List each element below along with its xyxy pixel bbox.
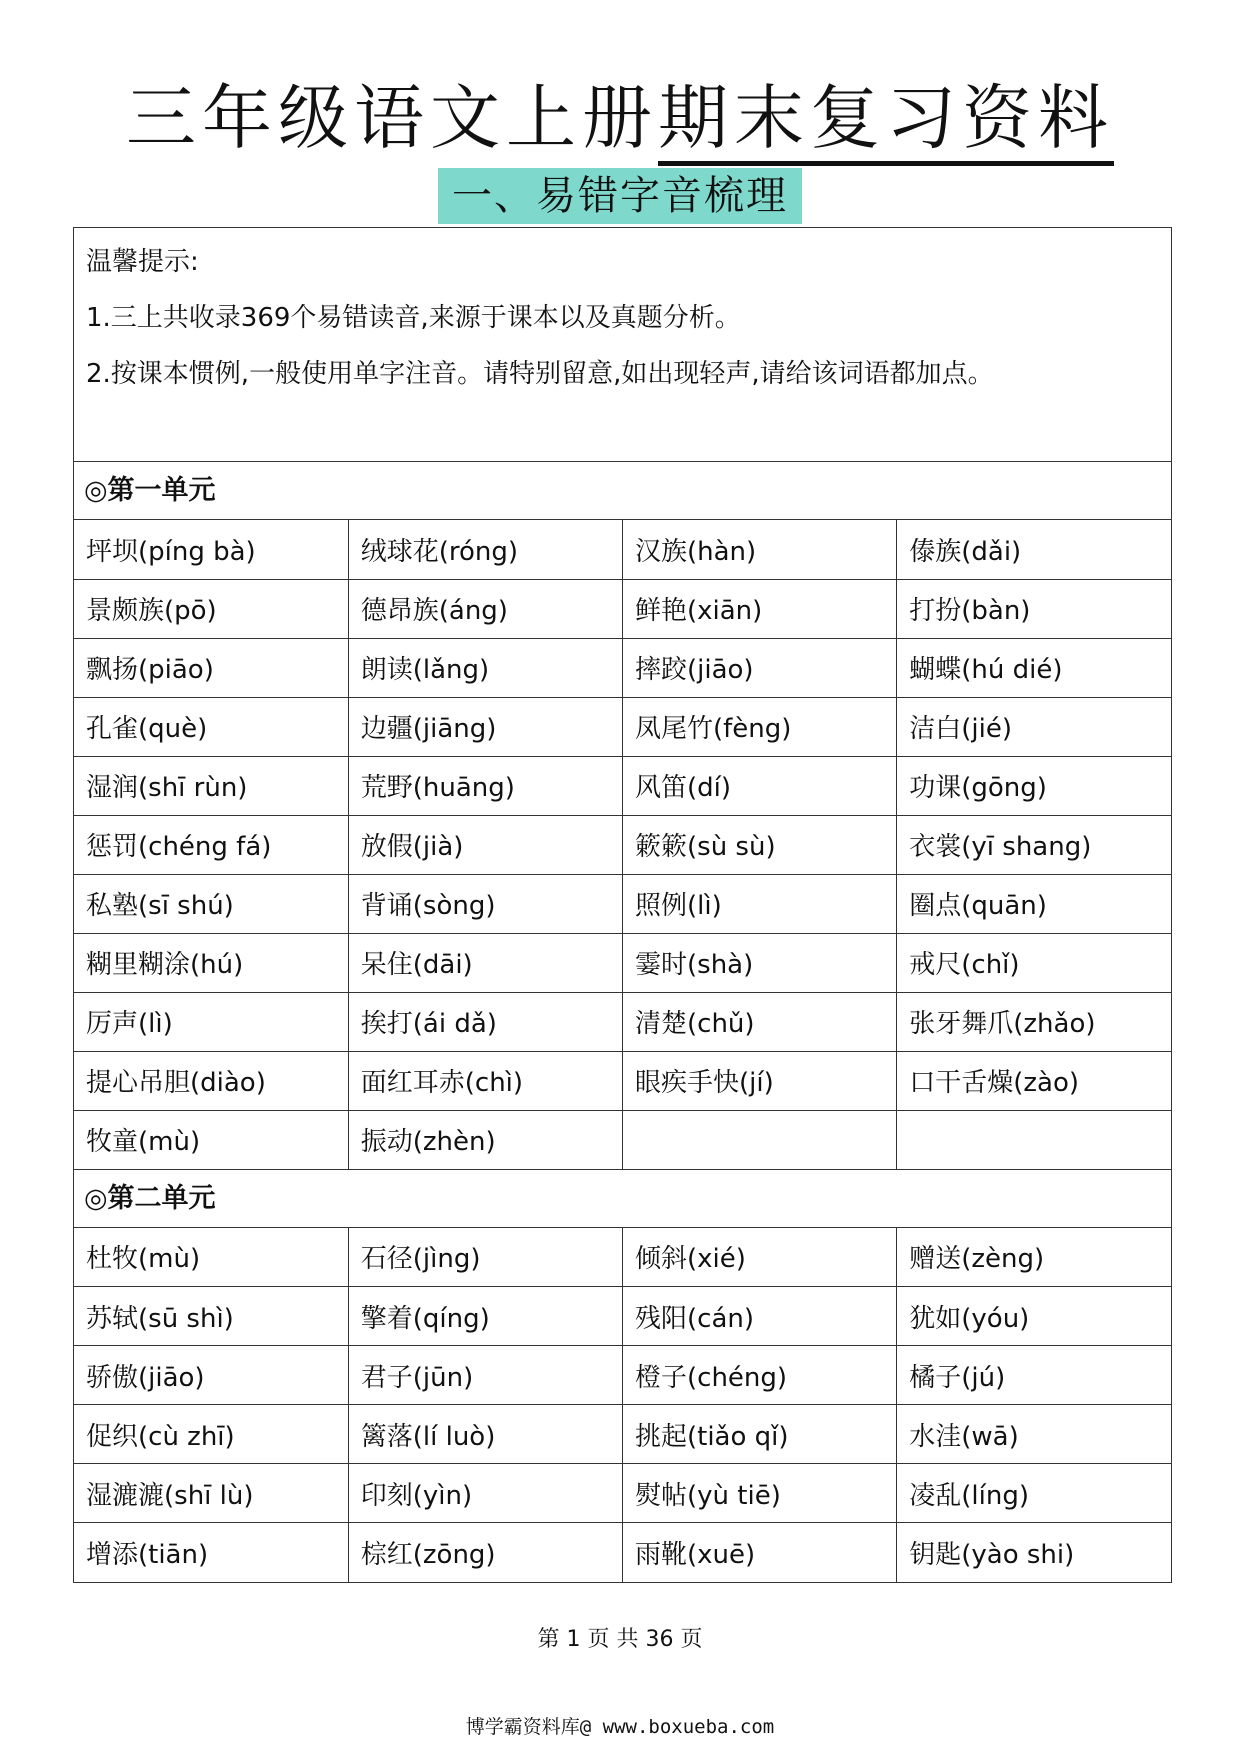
word-cell: 苏轼(sū shì) bbox=[74, 1287, 348, 1346]
word-cell: 惩罚(chéng fá) bbox=[74, 815, 348, 874]
notice-heading: 温馨提示: bbox=[86, 247, 199, 277]
word-cell: 功课(gōng) bbox=[897, 756, 1171, 815]
word-cell: 熨帖(yù tiē) bbox=[623, 1464, 897, 1523]
document-title bbox=[0, 62, 1240, 163]
title-prefix: 三年级语文上册 bbox=[126, 77, 658, 159]
table-row bbox=[74, 1051, 1171, 1110]
word-cell: 橙子(chéng) bbox=[623, 1346, 897, 1405]
word-cell: 衣裳(yī shang) bbox=[897, 815, 1171, 874]
word-cell: 擎着(qíng) bbox=[348, 1287, 622, 1346]
word-cell: 君子(jūn) bbox=[348, 1346, 622, 1405]
word-cell: 飘扬(piāo) bbox=[74, 638, 348, 697]
word-cell: 印刻(yìn) bbox=[348, 1464, 622, 1523]
word-cell: 石径(jìng) bbox=[348, 1228, 622, 1287]
unit-2-word-table bbox=[74, 1228, 1171, 1582]
table-row bbox=[74, 1523, 1171, 1582]
table-row bbox=[74, 1228, 1171, 1287]
word-cell: 橘子(jú) bbox=[897, 1346, 1171, 1405]
word-cell: 私塾(sī shú) bbox=[74, 874, 348, 933]
word-cell: 挨打(ái dǎ) bbox=[348, 992, 622, 1051]
unit-2-heading: ◎第二单元 bbox=[74, 1170, 1171, 1228]
word-cell: 水洼(wā) bbox=[897, 1405, 1171, 1464]
title-underlined: 期末复习资料 bbox=[658, 77, 1114, 166]
word-cell: 棕红(zōng) bbox=[348, 1523, 622, 1582]
word-cell: 背诵(sòng) bbox=[348, 874, 622, 933]
table-row bbox=[74, 1287, 1171, 1346]
word-cell: 放假(jià) bbox=[348, 815, 622, 874]
table-row bbox=[74, 579, 1171, 638]
pronunciation-table bbox=[73, 227, 1172, 1583]
word-cell: 德昂族(áng) bbox=[348, 579, 622, 638]
word-cell: 呆住(dāi) bbox=[348, 933, 622, 992]
table-row bbox=[74, 756, 1171, 815]
table-row bbox=[74, 1464, 1171, 1523]
word-cell: 提心吊胆(diào) bbox=[74, 1051, 348, 1110]
word-cell: 洁白(jié) bbox=[897, 697, 1171, 756]
notice-line-1: 1.三上共收录369个易错读音,来源于课本以及真题分析。 bbox=[86, 303, 741, 333]
word-cell: 湿润(shī rùn) bbox=[74, 756, 348, 815]
table-row bbox=[74, 1346, 1171, 1405]
word-cell: 残阳(cán) bbox=[623, 1287, 897, 1346]
word-cell: 景颇族(pō) bbox=[74, 579, 348, 638]
word-cell: 眼疾手快(jí) bbox=[623, 1051, 897, 1110]
word-cell: 绒球花(róng) bbox=[348, 520, 622, 579]
word-cell: 倾斜(xié) bbox=[623, 1228, 897, 1287]
word-cell: 促织(cù zhī) bbox=[74, 1405, 348, 1464]
word-cell: 口干舌燥(zào) bbox=[897, 1051, 1171, 1110]
word-cell: 雨靴(xuē) bbox=[623, 1523, 897, 1582]
word-cell: 荒野(huāng) bbox=[348, 756, 622, 815]
table-row bbox=[74, 933, 1171, 992]
table-row bbox=[74, 815, 1171, 874]
table-row bbox=[74, 1405, 1171, 1464]
word-cell: 边疆(jiāng) bbox=[348, 697, 622, 756]
word-cell: 凌乱(líng) bbox=[897, 1464, 1171, 1523]
word-cell: 朗读(lǎng) bbox=[348, 638, 622, 697]
word-cell: 挑起(tiǎo qǐ) bbox=[623, 1405, 897, 1464]
word-cell: 牧童(mù) bbox=[74, 1110, 348, 1169]
footer-watermark: 博学霸资料库@ www.boxueba.com bbox=[465, 1716, 775, 1738]
word-cell: 赠送(zèng) bbox=[897, 1228, 1171, 1287]
notice-box bbox=[74, 228, 1171, 462]
word-cell: 厉声(lì) bbox=[74, 992, 348, 1051]
word-cell: 钥匙(yào shi) bbox=[909, 1539, 1075, 1570]
notice-line-2: 2.按课本惯例,一般使用单字注音。请特别留意,如出现轻声,请给该词语都加点。 bbox=[86, 359, 994, 389]
word-cell: 照例(lì) bbox=[623, 874, 897, 933]
word-cell: 鲜艳(xiān) bbox=[623, 579, 897, 638]
word-cell: 篱落(lí luò) bbox=[348, 1405, 622, 1464]
word-cell: 糊里糊涂(hú) bbox=[74, 933, 348, 992]
section-heading: 一、易错字音梳理 bbox=[438, 168, 802, 224]
word-cell: 打扮(bàn) bbox=[897, 579, 1171, 638]
word-cell: 清楚(chǔ) bbox=[623, 992, 897, 1051]
table-row bbox=[74, 520, 1171, 579]
word-cell: 戒尺(chǐ) bbox=[897, 933, 1171, 992]
word-cell: 骄傲(jiāo) bbox=[74, 1346, 348, 1405]
word-cell: 霎时(shà) bbox=[623, 933, 897, 992]
table-row bbox=[74, 697, 1171, 756]
page-number: 第 1 页 共 36 页 bbox=[537, 1627, 703, 1652]
word-cell bbox=[623, 1110, 897, 1169]
word-cell: 摔跤(jiāo) bbox=[623, 638, 897, 697]
table-row bbox=[74, 874, 1171, 933]
word-cell: 增添(tiān) bbox=[74, 1523, 348, 1582]
word-cell: 杜牧(mù) bbox=[74, 1228, 348, 1287]
table-row bbox=[74, 638, 1171, 697]
table-row bbox=[74, 992, 1171, 1051]
word-cell: 傣族(dǎi) bbox=[897, 520, 1171, 579]
word-cell: 面红耳赤(chì) bbox=[348, 1051, 622, 1110]
unit-1-heading: ◎第一单元 bbox=[74, 462, 1171, 520]
word-cell bbox=[897, 1110, 1171, 1169]
unit-1-word-table bbox=[74, 520, 1171, 1170]
word-cell: 张牙舞爪(zhǎo) bbox=[897, 992, 1171, 1051]
word-cell: 风笛(dí) bbox=[623, 756, 897, 815]
table-row bbox=[74, 1110, 1171, 1169]
word-cell: 汉族(hàn) bbox=[623, 520, 897, 579]
word-cell: 振动(zhèn) bbox=[348, 1110, 622, 1169]
word-cell: 湿漉漉(shī lù) bbox=[74, 1464, 348, 1523]
word-cell: 圈点(quān) bbox=[897, 874, 1171, 933]
word-cell: 坪坝(píng bà) bbox=[74, 520, 348, 579]
word-cell: 犹如(yóu) bbox=[897, 1287, 1171, 1346]
word-cell: 凤尾竹(fèng) bbox=[623, 697, 897, 756]
word-cell: 簌簌(sù sù) bbox=[623, 815, 897, 874]
word-cell: 蝴蝶(hú dié) bbox=[897, 638, 1171, 697]
word-cell: 孔雀(què) bbox=[74, 697, 348, 756]
